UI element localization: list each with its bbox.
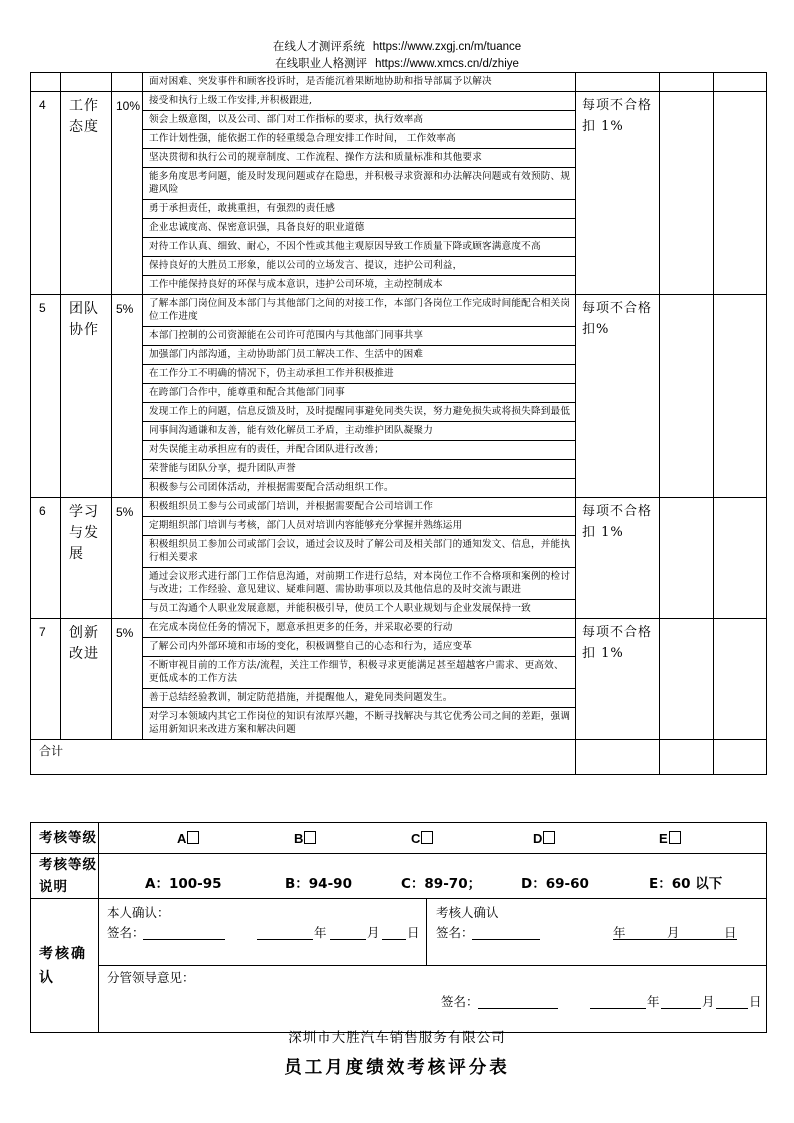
criterion-text: 面对困难、突发事件和顾客投诉时，是否能沉着果断地协助和指导部属予以解决 bbox=[143, 73, 576, 92]
criterion-text: 定期组织部门培训与考核，部门人员对培训内容能够充分掌握并熟练运用 bbox=[143, 517, 576, 536]
criterion-text: 对待工作认真、细致、耐心，不因个性或其他主观原因导致工作质量下降或顾客满意度不高 bbox=[143, 238, 576, 257]
grade-range: A：100-95 bbox=[145, 876, 222, 892]
header-personality-label: 在线职业人格测评 bbox=[275, 56, 368, 70]
self-score-cell[interactable] bbox=[660, 498, 714, 619]
leader-sign-label: 签名： bbox=[441, 994, 479, 1009]
grade-option-letter: C bbox=[411, 831, 421, 846]
section-number: 4 bbox=[31, 92, 61, 295]
grade-option-letter: B bbox=[294, 831, 304, 846]
assessor-score-cell[interactable] bbox=[714, 92, 767, 295]
criterion-text: 工作中能保持良好的环保与成本意识，违护公司环境，主动控制成本 bbox=[143, 276, 576, 295]
criterion-text: 了解本部门岗位间及本部门与其他部门之间的对接工作，本部门各岗位工作完成时间能配合相关岗位工作进度 bbox=[143, 295, 576, 327]
criterion-text: 对学习本领域内其它工作岗位的知识有浓厚兴趣，不断寻找解决与其它优秀公司之间的差距，强调运用新知识来改进方案和解决问题 bbox=[143, 708, 576, 740]
grade-label: 考核等级 bbox=[31, 823, 99, 854]
company-name: 深圳市大胜汽车销售服务有限公司 bbox=[288, 1030, 506, 1046]
criterion-text: 善于总结经验教训，制定防范措施，并提醒他人，避免同类问题发生。 bbox=[143, 689, 576, 708]
confirm-divider bbox=[426, 899, 427, 965]
criterion-text: 发现工作上的问题，信息反馈及时，及时提醒同事避免同类失误，努力避免损失或将损失降到最低 bbox=[143, 403, 576, 422]
checkbox-icon[interactable] bbox=[543, 831, 555, 844]
section-penalty: 每项不合格扣 1% bbox=[576, 92, 660, 295]
self-month-line[interactable] bbox=[330, 939, 366, 940]
leader-day-line[interactable] bbox=[716, 1008, 748, 1009]
grade-range: D：69-60 bbox=[521, 876, 589, 892]
form-title: 员工月度绩效考核评分表 bbox=[284, 1058, 510, 1078]
checkbox-icon[interactable] bbox=[304, 831, 316, 844]
criterion-text: 积极组织员工参与公司或部门培训，并根据需要配合公司培训工作 bbox=[143, 498, 576, 517]
criterion-text: 保持良好的大胜员工形象，能以公司的立场发言、提议，违护公司利益， bbox=[143, 257, 576, 276]
section-weight: 5% bbox=[112, 498, 143, 619]
grade-range: B：94-90 bbox=[285, 876, 352, 892]
leader-sign-line[interactable] bbox=[478, 1008, 558, 1009]
self-sign-label: 签名： bbox=[107, 925, 145, 940]
criterion-text: 企业忠诚度高、保密意识强，具备良好的职业道德 bbox=[143, 219, 576, 238]
criterion-text: 工作计划性强，能依据工作的轻重缓急合理安排工作时间， 工作效率高 bbox=[143, 130, 576, 149]
criterion-row bbox=[31, 498, 767, 517]
section-number: 6 bbox=[31, 498, 61, 619]
checkbox-icon[interactable] bbox=[421, 831, 433, 844]
criterion-text: 积极参与公司团体活动，并根据需要配合活动组织工作。 bbox=[143, 479, 576, 498]
header-personality-url[interactable]: https://www.xmcs.cn/d/zhiye bbox=[375, 58, 519, 70]
section-weight: 5% bbox=[112, 619, 143, 740]
grade-option-letter: D bbox=[533, 831, 543, 846]
criterion-text: 积极组织员工参加公司或部门会议，通过会议及时了解公司及相关部门的通知发文、信息，并能执行相关要求 bbox=[143, 536, 576, 568]
num-cell bbox=[31, 73, 61, 92]
grade-range: C：89-70； bbox=[401, 876, 482, 892]
criterion-text: 不断审视目前的工作方法/流程，关注工作细节，积极寻求更能满足甚至超越客户需求、更高效、更低成本的工作方法 bbox=[143, 657, 576, 689]
confirm-label: 考核确认 bbox=[31, 899, 99, 1033]
grade-range: E：60 以下 bbox=[649, 876, 723, 892]
self-day-line[interactable] bbox=[382, 939, 406, 940]
leader-opinion bbox=[99, 966, 767, 1033]
section-penalty: 每项不合格扣 1% bbox=[576, 619, 660, 740]
leader-year-line[interactable] bbox=[590, 1008, 646, 1009]
evaluation-table bbox=[30, 72, 767, 775]
criterion-text: 对失误能主动承担应有的责任，并配合团队进行改善； bbox=[143, 441, 576, 460]
penalty-cell bbox=[576, 73, 660, 92]
section-weight: 5% bbox=[112, 295, 143, 498]
self-score-cell[interactable] bbox=[660, 73, 714, 92]
total-row bbox=[31, 740, 767, 775]
criterion-text: 了解公司内外部环境和市场的变化，积极调整自己的心态和行为，适应变革 bbox=[143, 638, 576, 657]
assessor-confirm-label: 考核人确认 bbox=[436, 905, 499, 920]
grade-options bbox=[99, 823, 767, 854]
total-self-cell[interactable] bbox=[660, 740, 714, 775]
criterion-row bbox=[31, 619, 767, 638]
grade-option-d[interactable] bbox=[533, 831, 555, 846]
assessor-score-cell[interactable] bbox=[714, 498, 767, 619]
grade-option-letter: A bbox=[177, 831, 187, 846]
self-score-cell[interactable] bbox=[660, 92, 714, 295]
section-name: 创新改进 bbox=[61, 619, 112, 740]
name-cell bbox=[61, 73, 112, 92]
header-system-label: 在线人才测评系统 bbox=[272, 39, 365, 53]
continuation-row bbox=[31, 73, 767, 92]
assessor-month-label: 月 bbox=[667, 925, 680, 940]
assessor-sign-line[interactable] bbox=[472, 939, 540, 940]
criterion-text: 在跨部门合作中，能尊重和配合其他部门同事 bbox=[143, 384, 576, 403]
section-name: 团队协作 bbox=[61, 295, 112, 498]
checkbox-icon[interactable] bbox=[669, 831, 681, 844]
section-number: 5 bbox=[31, 295, 61, 498]
section-weight: 10% bbox=[112, 92, 143, 295]
self-day-label: 日 bbox=[407, 925, 420, 940]
grade-option-letter: E bbox=[659, 831, 668, 846]
section-penalty: 每项不合格扣 1% bbox=[576, 498, 660, 619]
criterion-text: 在工作分工不明确的情况下，仍主动承担工作并积极推进 bbox=[143, 365, 576, 384]
self-month-label: 月 bbox=[367, 925, 380, 940]
assessor-score-cell[interactable] bbox=[714, 619, 767, 740]
assessor-year-label: 年 bbox=[613, 925, 626, 940]
assessor-day-label: 日 bbox=[724, 925, 737, 940]
criterion-text: 坚决贯彻和执行公司的规章制度、工作流程、操作方法和质量标准和其他要求 bbox=[143, 149, 576, 168]
total-assessor-cell[interactable] bbox=[714, 740, 767, 775]
assessor-sign-label: 签名： bbox=[436, 925, 474, 940]
criterion-text: 能多角度思考问题，能及时发现问题或存在隐患，并积极寻求资源和办法解决问题或有效预防、规避风险 bbox=[143, 168, 576, 200]
criterion-text: 领会上级意图，以及公司、部门对工作指标的要求，执行效率高 bbox=[143, 111, 576, 130]
criterion-row bbox=[31, 92, 767, 111]
leader-month-line[interactable] bbox=[661, 1008, 701, 1009]
criterion-text: 同事间沟通谦和友善，能有效化解员工矛盾，主动维护团队凝聚力 bbox=[143, 422, 576, 441]
total-penalty-cell bbox=[576, 740, 660, 775]
section-number: 7 bbox=[31, 619, 61, 740]
grade-explain-label: 考核等级说明 bbox=[31, 854, 99, 899]
grade-option-b[interactable] bbox=[294, 831, 316, 846]
section-name: 学习与发展 bbox=[61, 498, 112, 619]
weight-cell bbox=[112, 73, 143, 92]
leader-year-label: 年 bbox=[647, 994, 660, 1009]
leader-day-label: 日 bbox=[749, 994, 762, 1009]
self-score-cell[interactable] bbox=[660, 619, 714, 740]
criterion-text: 荣誉能与团队分享，提升团队声誉 bbox=[143, 460, 576, 479]
checkbox-icon[interactable] bbox=[187, 831, 199, 844]
criterion-text: 加强部门内部沟通，主动协助部门员工解决工作、生活中的困难 bbox=[143, 346, 576, 365]
header-system-url[interactable]: https://www.zxgj.cn/m/tuance bbox=[372, 41, 522, 53]
criterion-row bbox=[31, 295, 767, 327]
leader-month-label: 月 bbox=[702, 994, 715, 1009]
self-score-cell[interactable] bbox=[660, 295, 714, 498]
criterion-text: 勇于承担责任，敢挑重担，有强烈的责任感 bbox=[143, 200, 576, 219]
criterion-text: 接受和执行上级工作安排,并积极跟进, bbox=[143, 92, 576, 111]
grade-option-a[interactable] bbox=[177, 831, 199, 846]
self-year-label: 年 bbox=[314, 925, 327, 940]
confirm-signatures bbox=[99, 899, 767, 966]
self-confirm-label: 本人确认： bbox=[107, 905, 170, 920]
grade-ranges bbox=[99, 854, 767, 899]
criterion-text: 通过会议形式进行部门工作信息沟通，对前期工作进行总结，对本岗位工作不合格项和案例的检讨与改进；工作经验、意见建议、疑难问题、需协助事项以及其他信息的及时交流与跟进 bbox=[143, 568, 576, 600]
header-line-2 bbox=[0, 55, 794, 72]
header-line-1 bbox=[0, 38, 794, 55]
section-name: 工作态度 bbox=[61, 92, 112, 295]
grade-table bbox=[30, 822, 767, 1033]
criterion-text: 本部门控制的公司资源能在公司许可范围内与其他部门同事共享 bbox=[143, 327, 576, 346]
grade-option-e[interactable] bbox=[659, 831, 681, 846]
self-year-line[interactable] bbox=[257, 939, 313, 940]
total-label: 合计 bbox=[31, 740, 576, 775]
section-penalty: 每项不合格扣% bbox=[576, 295, 660, 498]
assessor-date-line[interactable] bbox=[613, 939, 737, 940]
criterion-text: 与员工沟通个人职业发展意愿，并能积极引导，使员工个人职业规划与企业发展保持一致 bbox=[143, 600, 576, 619]
assessor-score-cell[interactable] bbox=[714, 295, 767, 498]
leader-opinion-label: 分管领导意见： bbox=[107, 970, 195, 985]
grade-option-c[interactable] bbox=[411, 831, 433, 846]
self-sign-line[interactable] bbox=[143, 939, 225, 940]
assessor-score-cell[interactable] bbox=[714, 73, 767, 92]
criterion-text: 在完成本岗位任务的情况下，愿意承担更多的任务，并采取必要的行动 bbox=[143, 619, 576, 638]
